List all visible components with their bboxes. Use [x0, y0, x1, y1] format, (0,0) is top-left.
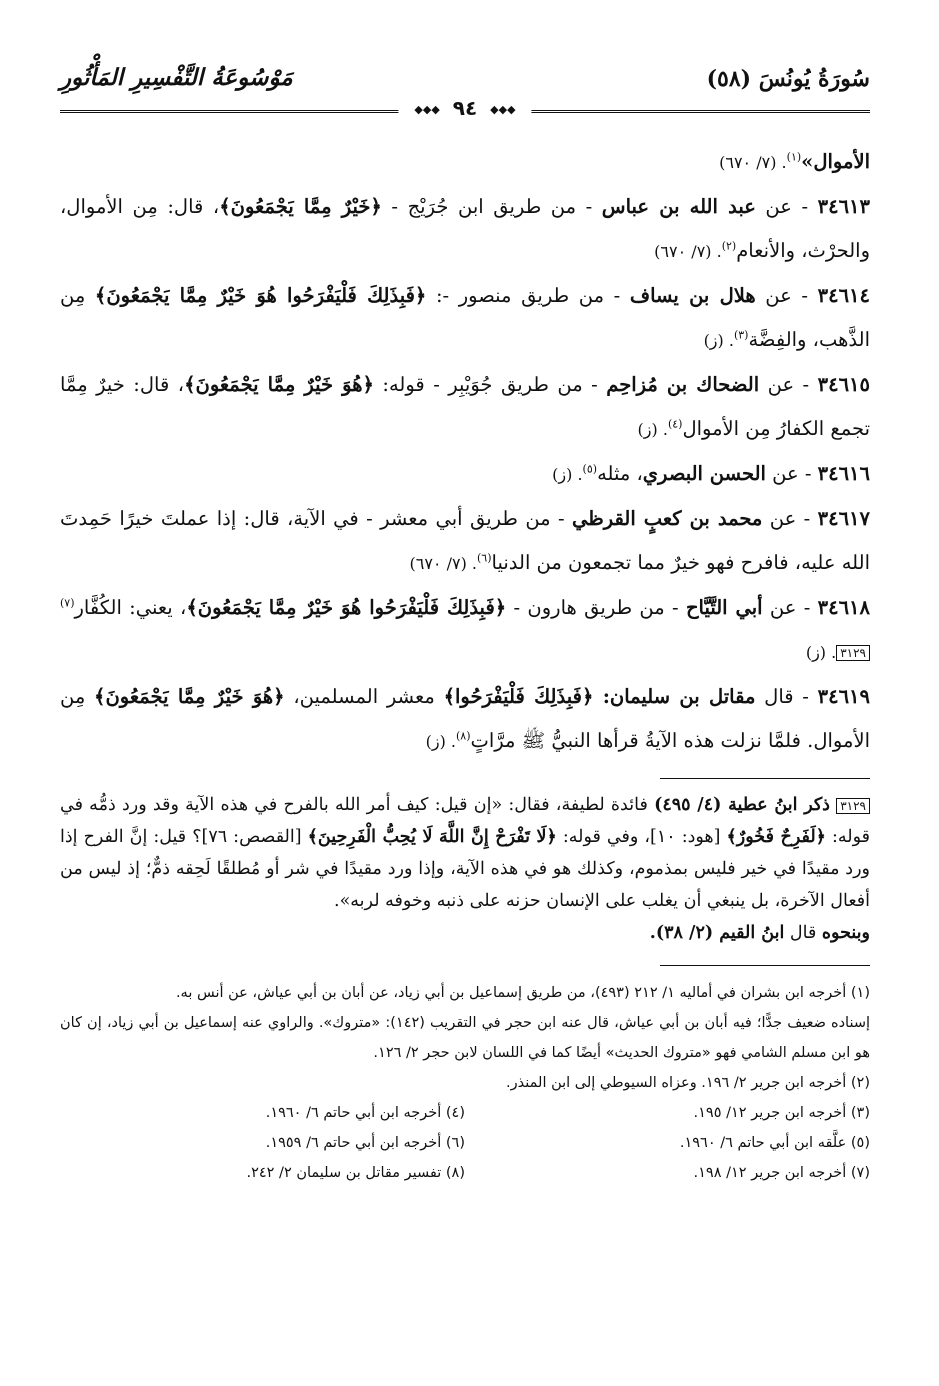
- entry-text: ، مثله: [597, 462, 643, 485]
- section-divider: [660, 778, 870, 779]
- entry-number: ٣٤٦١٤: [817, 284, 870, 307]
- footnote-1: (١) أخرجه ابن بشران في أماليه ١/ ٢١٢ (٤٩٣)، من طريق إسماعيل بن أبي زياد، عن أبان بن أبي عياش، عن أنس به.: [175, 985, 870, 1001]
- footnote-ref: (٦): [477, 551, 492, 565]
- athar-entry: ٣٤٦١٦ - عن الحسن البصري، مثله$^{(٥)}$. (ز): [552, 462, 870, 485]
- source-ref: . (ز): [703, 331, 734, 350]
- entry-text: - قال: [755, 685, 818, 708]
- entry-text: - من طريق جُوَيْبِر - قوله:: [373, 373, 607, 396]
- ornament-icon: ◆◆◆: [414, 103, 440, 116]
- athar-entry: ٣٤٦١٨ - عن أبي التَّيَّاح - من طريق هارون - ﴿فَبِذَلِكَ فَلْيَفْرَحُوا هُوَ خَيْرٌ مِمَّا يَجْمَعُونَ﴾، يعني: الكُفَّار$^{(٧)}$٣١٢٩. (ز): [60, 596, 871, 662]
- entry-number: ٣٤٦١٥: [817, 373, 870, 396]
- quran-quote: ﴿لَفَرِحٌ فَخُورٌ﴾: [726, 827, 826, 847]
- footnote-grid: [60, 1098, 870, 1188]
- footnote-2: (٢) أخرجه ابن جرير ٢/ ١٩٦. وعزاه السيوطي إلى ابن المنذر.: [506, 1075, 870, 1091]
- entry-text: - من طريق هارون -: [506, 596, 686, 619]
- quran-quote: ﴿لَا تَفْرَحْ إِنَّ اللَّهَ لَا يُحِبُّ الْفَرِحِينَ﴾: [307, 827, 557, 847]
- entry-number: ٣٤٦١٣: [817, 195, 870, 218]
- footnote-ref: (٥): [582, 462, 598, 476]
- commentary-block: [60, 789, 870, 949]
- footnote-ref: (٧): [60, 596, 75, 610]
- narrator-name: عبد الله بن عباس: [601, 195, 756, 218]
- source-ref: . (ز): [552, 465, 583, 484]
- source-ref: . (٧/ ٦٧٠): [409, 554, 477, 573]
- entry-text: ، يعني: الكُفَّار: [74, 596, 187, 619]
- narrator-name: هلال بن يساف: [629, 284, 756, 307]
- quran-quote: ﴿فَبِذَلِكَ فَلْيَفْرَحُوا هُوَ خَيْرٌ مِمَّا يَجْمَعُونَ﴾: [94, 284, 427, 307]
- entry-text: - من طريق أبي معشر - في الآية، قال: إذا عملتَ خيرًا حَمِدتَ الله عليه، فافرح فهو خيرٌ مما تجمعون من الدنيا: [60, 507, 870, 574]
- entry-text: ، قال: خيرٌ مِمَّا تجمع الكفارُ مِن الأموال: [60, 373, 870, 440]
- narrator-name: أبي التَّيَّاح: [685, 596, 763, 619]
- entry-text: الأموال»: [801, 150, 870, 173]
- narrator-name: الضحاك بن مُزاحِم: [606, 373, 760, 396]
- commentary-ref-box[interactable]: ٣١٢٩: [836, 645, 870, 661]
- commentary-text: قال: [784, 923, 822, 943]
- main-text: [60, 140, 870, 764]
- entry-text: مِن الذَّهب، والفِضَّة: [60, 284, 870, 351]
- footnote-4: (٤) أخرجه ابن أبي حاتم ٦/ ١٩٦٠.: [265, 1105, 465, 1121]
- entry-number: ٣٤٦١٧: [817, 507, 870, 530]
- entry-text: مِن الأموال. فلمَّا نزلت هذه الآيةُ قرأها النبيُّ ﷺ مرَّاتٍ: [60, 685, 870, 752]
- ornament-icon: ◆◆◆: [490, 103, 516, 116]
- quran-quote: ﴿هُوَ خَيْرٌ مِمَّا يَجْمَعُونَ﴾: [94, 685, 285, 708]
- narrator-name: الحسن البصري: [642, 462, 766, 485]
- commentary-paragraph: [60, 789, 870, 917]
- footnote-ref: (٣): [733, 328, 749, 342]
- source-ref: . (ز): [805, 643, 837, 662]
- commentary-tail: [60, 917, 870, 949]
- page: [60, 60, 870, 1188]
- entry-text: معشر المسلمين،: [284, 685, 444, 708]
- entry-text: - من طريق منصور -:: [426, 284, 630, 307]
- source-ref: . (ز): [637, 420, 668, 439]
- entry-text: - من طريق ابن جُرَيْج -: [381, 195, 602, 218]
- footnote-ref: (٤): [667, 417, 683, 431]
- commentary-lead: وبنحوه: [821, 923, 870, 943]
- page-number: ٩٤: [452, 96, 478, 120]
- entry-number: ٣٤٦١٨: [817, 596, 871, 619]
- commentary-text: [القصص: ٧٦]؟ قيل: إنَّ الفرح إذا ورد مقيدًا في خير فليس بمذموم، وكذلك هو في هذه الآية، وإذا ورد مقيدًا في شر أو مُطلقًا لَحِقه ذمٌّ؛ إذ ليس من أفعال الآخرة، بل ينبغي أن يغلب على الإنسان حزنه على ذنبه وخوفه لربه».: [60, 827, 870, 911]
- footnote-divider: [660, 965, 870, 966]
- athar-entry: ٣٤٦١٧ - عن محمد بن كعبٍ القرظي - من طريق أبي معشر - في الآية، قال: إذا عملتَ خيرًا حَمِدتَ الله عليه، فافرح فهو خيرٌ مما تجمعون من الدنيا$^{(٦)}$. (٧/ ٦٧٠): [60, 507, 870, 574]
- footnotes: [60, 978, 870, 1188]
- footnote-ref: (٨): [455, 729, 471, 743]
- commentary-text: فائدة لطيفة، فقال: «إن قيل: كيف أمر الله بالفرح في هذه الآية وقد ورد ذمُّه في قوله:: [60, 795, 870, 847]
- footnote-3: (٣) أخرجه ابن جرير ١٢/ ١٩٥.: [693, 1105, 870, 1121]
- entry-number: ٣٤٦١٩: [817, 685, 870, 708]
- narrator-name: محمد بن كعبٍ القرظي: [572, 507, 763, 530]
- page-header: [60, 60, 870, 120]
- commentary-lead: ذكر ابنُ عطية (٤/ ٤٩٥): [654, 795, 830, 815]
- footnote-8: (٨) تفسير مقاتل بن سليمان ٢/ ٢٤٢.: [246, 1165, 465, 1181]
- narrator-name: مقاتل بن سليمان:: [602, 685, 756, 708]
- quran-quote: ﴿فَبِذَلِكَ فَلْيَفْرَحُوا هُوَ خَيْرٌ مِمَّا يَجْمَعُونَ﴾: [186, 596, 507, 619]
- source-ref: . (ز): [425, 732, 456, 751]
- book-title: مَوْسُوعَةُ التَّفْسِيرِ المَأْثُورِ: [60, 64, 293, 91]
- footnote-1-note: إسناده ضعيف جدًّا؛ فيه أبان بن أبي عياش، قال عنه ابن حجر في التقريب (١٤٢): «متروك». والراوي عنه إسماعيل بن أبي زياد، إن كان هو ابن مسلم الشامي فهو «متروك الحديث» أيضًا كما في اللسان لابن حجر ٢/ ١٢٦.: [60, 1015, 871, 1061]
- commentary-number-box: ٣١٢٩: [836, 798, 870, 814]
- athar-entry: ٣٤٦١٣ - عن عبد الله بن عباس - من طريق ابن جُرَيْج - ﴿خَيْرٌ مِمَّا يَجْمَعُونَ﴾، قال: مِن الأموال، والحرْث، والأنعام$^{(٢)}$. (٧/ ٦٧٠): [60, 195, 870, 262]
- entry-continuation: [60, 140, 870, 185]
- page-number-block: [398, 96, 531, 120]
- source-ref: . (٧/ ٦٧٠): [654, 242, 722, 261]
- footnote-5: (٥) علَّقه ابن أبي حاتم ٦/ ١٩٦٠.: [679, 1135, 870, 1151]
- footnote-7: (٧) أخرجه ابن جرير ١٢/ ١٩٨.: [693, 1165, 870, 1181]
- surah-heading: سُورَةُ يُونُسَ (٥٨): [706, 66, 870, 92]
- commentary-source: ابنُ القيم (٢/ ٣٨).: [649, 923, 785, 943]
- athar-entry: ٣٤٦١٥ - عن الضحاك بن مُزاحِم - من طريق جُوَيْبِر - قوله: ﴿هُوَ خَيْرٌ مِمَّا يَجْمَعُونَ﴾، قال: خيرٌ مِمَّا تجمع الكفارُ مِن الأموال$^{(٤)}$. (ز): [60, 373, 870, 440]
- commentary-text: [هود: ١٠]، وفي قوله:: [556, 827, 727, 847]
- quran-quote: ﴿خَيْرٌ مِمَّا يَجْمَعُونَ﴾: [219, 195, 382, 218]
- quran-quote: ﴿فَبِذَلِكَ فَلْيَفْرَحُوا﴾: [443, 685, 603, 708]
- footnote-ref: (٢): [721, 239, 737, 253]
- source-ref: . (٧/ ٦٧٠): [719, 153, 787, 172]
- footnote-6: (٦) أخرجه ابن أبي حاتم ٦/ ١٩٥٩.: [265, 1135, 465, 1151]
- entry-number: ٣٤٦١٦: [817, 462, 870, 485]
- athar-entry: [60, 675, 870, 764]
- entry-text: ، قال: مِن الأموال، والحرْث، والأنعام: [60, 195, 870, 262]
- quran-quote: ﴿هُوَ خَيْرٌ مِمَّا يَجْمَعُونَ﴾: [184, 373, 374, 396]
- footnote-ref: (١): [786, 150, 802, 164]
- athar-entry: ٣٤٦١٤ - عن هلال بن يساف - من طريق منصور -: ﴿فَبِذَلِكَ فَلْيَفْرَحُوا هُوَ خَيْرٌ مِمَّا يَجْمَعُونَ﴾ مِن الذَّهب، والفِضَّة$^{(٣)}$. (ز): [60, 284, 870, 351]
